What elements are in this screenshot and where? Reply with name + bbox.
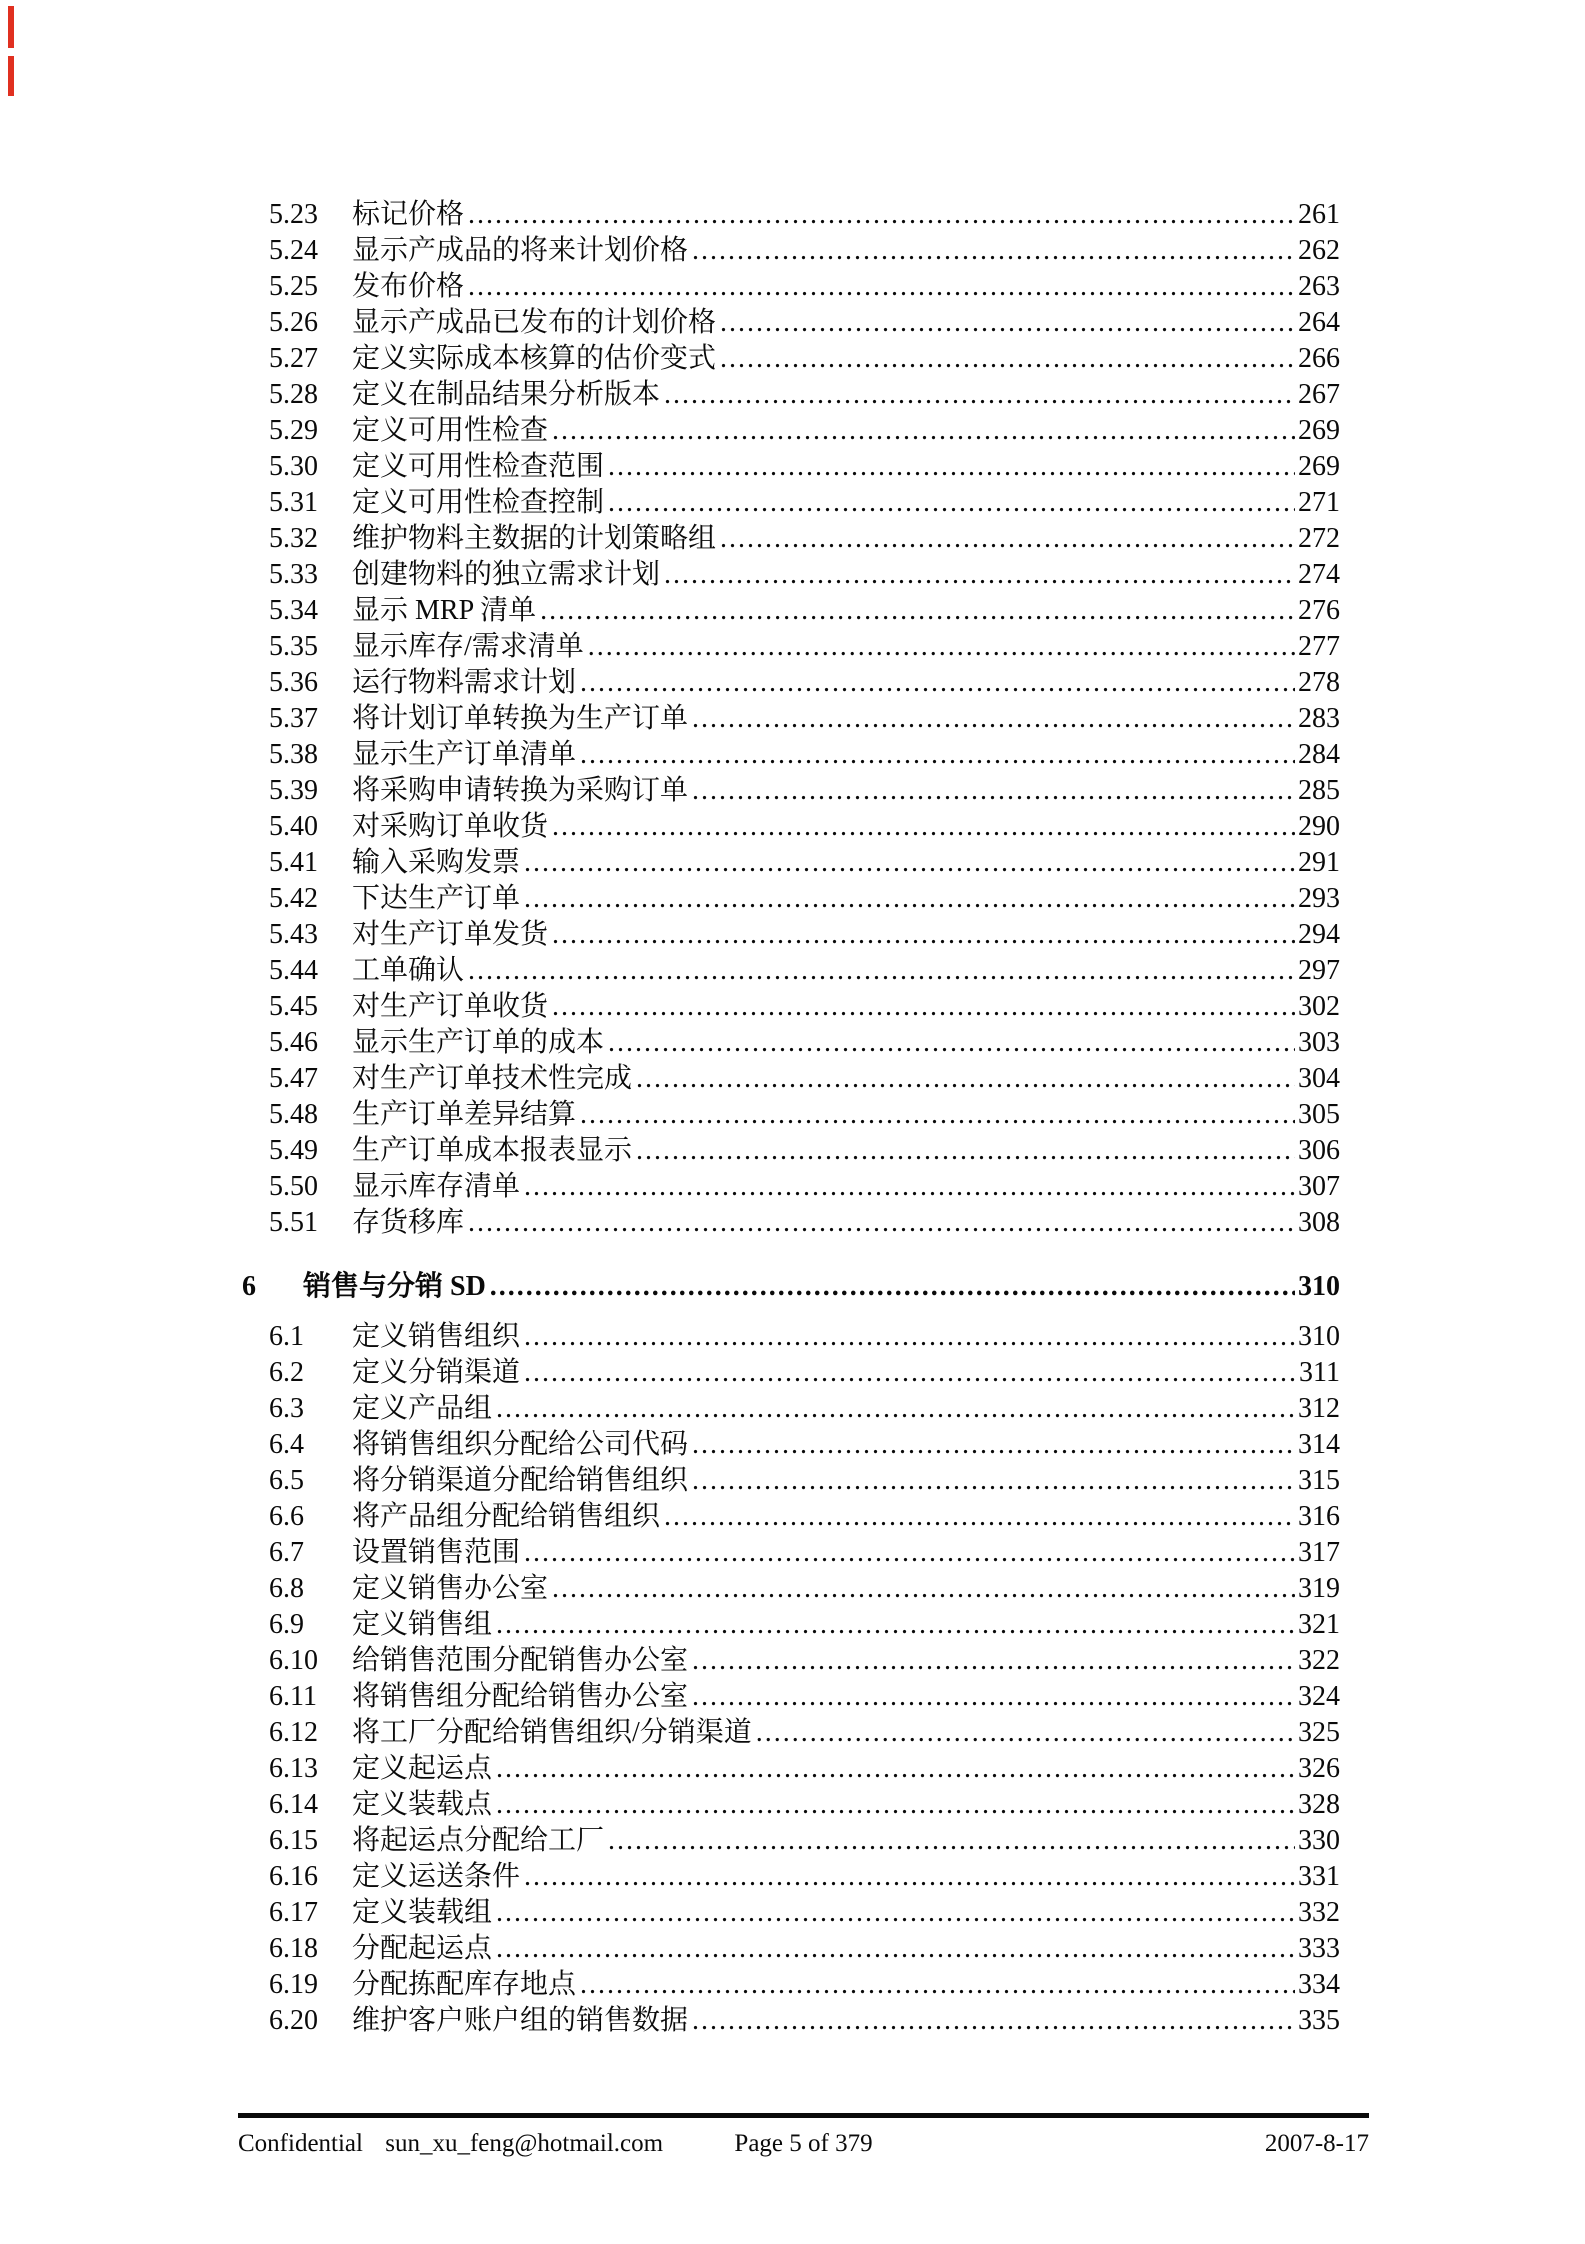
toc-entry-title: 定义可用性检查 [352, 415, 549, 446]
toc-entry-number: 6.15 [269, 1825, 318, 1856]
toc-entry-title: 定义产品组 [352, 1393, 493, 1424]
toc-entry-page: 274 [1298, 559, 1340, 590]
toc-entry-title: 定义销售办公室 [352, 1573, 549, 1604]
toc-entry-page: 307 [1298, 1171, 1340, 1202]
toc-entry[interactable] [269, 1751, 1340, 1787]
toc-entry-page: 285 [1298, 775, 1340, 806]
toc-entry-title: 将产品组分配给销售组织 [352, 1501, 661, 1532]
dot-leader [580, 1097, 1295, 1133]
toc-entry-page: 276 [1298, 595, 1340, 626]
toc-entry[interactable] [269, 665, 1340, 701]
dot-leader [692, 773, 1295, 809]
toc-entry-title: 显示产成品已发布的计划价格 [352, 307, 717, 338]
toc-entry-title: 定义装载组 [352, 1897, 493, 1928]
dot-leader [552, 989, 1295, 1025]
toc-entry-page: 266 [1298, 343, 1340, 374]
toc-entry-title: 将分销渠道分配给销售组织 [352, 1465, 689, 1496]
toc-entry-page: 319 [1298, 1573, 1340, 1604]
dot-leader [664, 377, 1295, 413]
dot-leader [496, 1391, 1295, 1427]
toc-entry[interactable] [269, 377, 1340, 413]
toc-entry-page: 304 [1298, 1063, 1340, 1094]
toc-entry-number: 6.18 [269, 1933, 318, 1964]
toc-entry-page: 331 [1298, 1861, 1340, 1892]
toc-entry-page: 263 [1298, 271, 1340, 302]
toc-entry-number: 5.43 [269, 919, 318, 950]
toc-entry-number: 5.51 [269, 1207, 318, 1238]
toc-entry-number: 6.19 [269, 1969, 318, 2000]
toc-entry[interactable] [269, 773, 1340, 809]
toc-entry-number: 5.38 [269, 739, 318, 770]
toc-entry[interactable] [269, 1967, 1340, 2003]
toc-entry-number: 5.25 [269, 271, 318, 302]
footer-email: sun_xu_feng@hotmail.com [385, 2130, 664, 2157]
toc-section-header[interactable] [242, 1269, 1340, 1305]
toc-entry-number: 5.47 [269, 1063, 318, 1094]
toc-entry-page: 264 [1298, 307, 1340, 338]
toc-entry-number: 5.41 [269, 847, 318, 878]
toc-entry-number: 5.48 [269, 1099, 318, 1130]
toc-entry[interactable] [269, 1715, 1340, 1751]
toc-entry[interactable] [269, 917, 1340, 953]
dot-leader [692, 1679, 1295, 1715]
toc-entry-number: 5.39 [269, 775, 318, 806]
toc-entry-number: 6.8 [269, 1573, 304, 1604]
toc-entry-page: 269 [1298, 415, 1340, 446]
toc-entry-title: 生产订单差异结算 [352, 1099, 577, 1130]
toc-entry-title: 运行物料需求计划 [352, 667, 577, 698]
toc-entry-title: 设置销售范围 [352, 1537, 521, 1568]
toc-entry-number: 5.46 [269, 1027, 318, 1058]
dot-leader [664, 1499, 1295, 1535]
toc-entry-page: 293 [1298, 883, 1340, 914]
dot-leader [692, 2003, 1295, 2039]
toc-entry-title: 将采购申请转换为采购订单 [352, 775, 689, 806]
toc-entry-title: 定义运送条件 [352, 1861, 521, 1892]
toc-entry-page: 284 [1298, 739, 1340, 770]
toc-entry[interactable] [269, 341, 1340, 377]
dot-leader [540, 593, 1295, 629]
dot-leader [496, 1895, 1295, 1931]
dot-leader [692, 1463, 1295, 1499]
footer-date: 2007-8-17 [1264, 2130, 1370, 2157]
toc-entry-number: 5.31 [269, 487, 318, 518]
dot-leader [524, 1319, 1295, 1355]
toc-entry-number: 5.34 [269, 595, 318, 626]
toc-entry-page: 332 [1298, 1897, 1340, 1928]
toc-entry[interactable] [269, 1643, 1340, 1679]
toc-entry-page: 321 [1298, 1609, 1340, 1640]
dot-leader [524, 845, 1295, 881]
toc-entry-number: 6.11 [269, 1681, 317, 1712]
toc-entry-page: 322 [1298, 1645, 1340, 1676]
toc-entry-page: 303 [1298, 1027, 1340, 1058]
dot-leader [608, 449, 1295, 485]
toc-entry[interactable] [269, 1499, 1340, 1535]
dot-leader [692, 1643, 1295, 1679]
toc-entry-title: 定义销售组织 [352, 1321, 521, 1352]
toc-entry[interactable] [269, 953, 1340, 989]
toc-entry-title: 对生产订单技术性完成 [352, 1063, 633, 1094]
footer-confidential-label: Confidential [238, 2130, 363, 2157]
toc-entry-title: 显示 MRP 清单 [352, 595, 537, 626]
toc-entry-title: 将计划订单转换为生产订单 [352, 703, 689, 734]
toc-entry-page: 317 [1298, 1537, 1340, 1568]
toc-entry-title: 输入采购发票 [352, 847, 521, 878]
table-of-contents [242, 197, 1340, 2039]
toc-entry-number: 5.28 [269, 379, 318, 410]
toc-entry-title: 显示库存/需求清单 [352, 631, 584, 662]
toc-entry-page: 271 [1298, 487, 1340, 518]
toc-entry-number: 5.44 [269, 955, 318, 986]
dot-leader [608, 485, 1295, 521]
dot-leader [636, 1061, 1295, 1097]
toc-entry[interactable] [269, 1859, 1340, 1895]
toc-entry-page: 290 [1298, 811, 1340, 842]
toc-entry[interactable] [269, 1571, 1340, 1607]
toc-entry[interactable] [269, 1061, 1340, 1097]
toc-entry-number: 5.35 [269, 631, 318, 662]
toc-section-number: 6 [242, 1271, 256, 1302]
toc-entry-number: 5.36 [269, 667, 318, 698]
toc-entry[interactable] [269, 1169, 1340, 1205]
dot-leader [720, 305, 1295, 341]
toc-entry[interactable] [269, 809, 1340, 845]
toc-entry-number: 5.45 [269, 991, 318, 1022]
toc-entry-number: 5.30 [269, 451, 318, 482]
dot-leader [756, 1715, 1295, 1751]
toc-entry-number: 6.13 [269, 1753, 318, 1784]
toc-entry[interactable] [269, 449, 1340, 485]
dot-leader [580, 1967, 1295, 2003]
left-edge-red-mark [8, 56, 14, 96]
toc-entry-page: 277 [1298, 631, 1340, 662]
toc-entry-page: 262 [1298, 235, 1340, 266]
dot-leader [552, 917, 1295, 953]
toc-entry-page: 324 [1298, 1681, 1340, 1712]
dot-leader [580, 737, 1295, 773]
page-footer [238, 2113, 1369, 2159]
toc-entry-number: 6.2 [269, 1357, 304, 1388]
toc-entry-number: 5.29 [269, 415, 318, 446]
toc-entry-page: 311 [1299, 1357, 1340, 1388]
toc-entry-number: 5.50 [269, 1171, 318, 1202]
toc-entry-title: 定义在制品结果分析版本 [352, 379, 661, 410]
toc-entry[interactable] [269, 1097, 1340, 1133]
toc-entry-number: 6.1 [269, 1321, 304, 1352]
toc-entry-page: 334 [1298, 1969, 1340, 2000]
dot-leader [524, 1355, 1296, 1391]
toc-entry-title: 显示库存清单 [352, 1171, 521, 1202]
toc-section-title: 销售与分销 SD [303, 1271, 486, 1302]
toc-entry-page: 312 [1298, 1393, 1340, 1424]
toc-entry-title: 对采购订单收货 [352, 811, 549, 842]
toc-entry-page: 305 [1298, 1099, 1340, 1130]
toc-entry-page: 297 [1298, 955, 1340, 986]
toc-entry-page: 330 [1298, 1825, 1340, 1856]
toc-entry-title: 显示生产订单清单 [352, 739, 577, 770]
toc-entry-title: 创建物料的独立需求计划 [352, 559, 661, 590]
toc-entry[interactable] [269, 1607, 1340, 1643]
toc-entry-page: 272 [1298, 523, 1340, 554]
toc-entry-number: 6.5 [269, 1465, 304, 1496]
toc-entry-page: 267 [1298, 379, 1340, 410]
dot-leader [580, 665, 1295, 701]
toc-entry-number: 6.10 [269, 1645, 318, 1676]
toc-entry[interactable] [269, 1463, 1340, 1499]
dot-leader [468, 953, 1295, 989]
toc-entry[interactable] [269, 1787, 1340, 1823]
dot-leader [552, 1571, 1295, 1607]
toc-entry-title: 定义起运点 [352, 1753, 493, 1784]
toc-entry[interactable] [269, 1679, 1340, 1715]
toc-entry-page: 314 [1298, 1429, 1340, 1460]
dot-leader [496, 1607, 1295, 1643]
dot-leader [496, 1931, 1295, 1967]
toc-entry[interactable] [269, 413, 1340, 449]
toc-entry-number: 6.20 [269, 2005, 318, 2036]
toc-entry-page: 291 [1298, 847, 1340, 878]
toc-entry-title: 定义销售组 [352, 1609, 493, 1640]
toc-entry-title: 维护客户账户组的销售数据 [352, 2005, 689, 2036]
dot-leader [608, 1025, 1295, 1061]
dot-leader [692, 701, 1295, 737]
toc-entry-title: 给销售范围分配销售办公室 [352, 1645, 689, 1676]
toc-entry-title: 显示产成品的将来计划价格 [352, 235, 689, 266]
toc-entry-title: 对生产订单收货 [352, 991, 549, 1022]
dot-leader [636, 1133, 1295, 1169]
toc-entry-title: 工单确认 [352, 955, 465, 986]
toc-entry-page: 326 [1298, 1753, 1340, 1784]
toc-entry[interactable] [269, 1319, 1340, 1355]
toc-entry[interactable] [269, 557, 1340, 593]
dot-leader [524, 1535, 1295, 1571]
toc-entry[interactable] [269, 1025, 1340, 1061]
toc-entry-number: 5.42 [269, 883, 318, 914]
toc-entry-page: 308 [1298, 1207, 1340, 1238]
toc-entry[interactable] [269, 1133, 1340, 1169]
toc-entry-number: 6.6 [269, 1501, 304, 1532]
toc-entry[interactable] [269, 521, 1340, 557]
toc-entry-page: 335 [1298, 2005, 1340, 2036]
dot-leader [496, 1751, 1295, 1787]
toc-section-page: 310 [1298, 1271, 1340, 1302]
toc-entry-number: 6.12 [269, 1717, 318, 1748]
toc-entry-number: 6.3 [269, 1393, 304, 1424]
toc-entry-number: 5.32 [269, 523, 318, 554]
toc-entry-number: 5.40 [269, 811, 318, 842]
toc-entry-page: 283 [1298, 703, 1340, 734]
dot-leader [496, 1787, 1295, 1823]
toc-entry-page: 310 [1298, 1321, 1340, 1352]
toc-entry[interactable] [269, 845, 1340, 881]
toc-entry[interactable] [269, 2003, 1340, 2039]
toc-entry-page: 261 [1298, 199, 1340, 230]
toc-entry-title: 将销售组分配给销售办公室 [352, 1681, 689, 1712]
toc-entry-title: 分配拣配库存地点 [352, 1969, 577, 2000]
toc-entry[interactable] [269, 1823, 1340, 1859]
toc-entry-title: 显示生产订单的成本 [352, 1027, 605, 1058]
toc-entry-page: 333 [1298, 1933, 1340, 1964]
toc-entry[interactable] [269, 233, 1340, 269]
toc-entry-page: 278 [1298, 667, 1340, 698]
toc-entry-number: 6.9 [269, 1609, 304, 1640]
toc-entry-number: 5.23 [269, 199, 318, 230]
toc-entry[interactable] [269, 1895, 1340, 1931]
toc-entry-number: 5.27 [269, 343, 318, 374]
toc-entry[interactable] [269, 269, 1340, 305]
toc-entry-page: 328 [1298, 1789, 1340, 1820]
toc-entry-number: 6.16 [269, 1861, 318, 1892]
dot-leader [552, 413, 1295, 449]
toc-entry-title: 定义实际成本核算的估价变式 [352, 343, 717, 374]
dot-leader [468, 269, 1295, 305]
toc-entry[interactable] [269, 701, 1340, 737]
dot-leader [490, 1269, 1295, 1305]
dot-leader [692, 1427, 1295, 1463]
toc-entry-title: 存货移库 [352, 1207, 465, 1238]
toc-entry[interactable] [269, 485, 1340, 521]
toc-entry-page: 316 [1298, 1501, 1340, 1532]
dot-leader [468, 1205, 1295, 1241]
dot-leader [552, 809, 1295, 845]
dot-leader [524, 881, 1295, 917]
toc-entry-page: 306 [1298, 1135, 1340, 1166]
toc-entry-title: 定义可用性检查范围 [352, 451, 605, 482]
dot-leader [720, 521, 1295, 557]
toc-entry-title: 定义分销渠道 [352, 1357, 521, 1388]
toc-entry-title: 定义可用性检查控制 [352, 487, 605, 518]
toc-entry-title: 分配起运点 [352, 1933, 493, 1964]
toc-entry-title: 下达生产订单 [352, 883, 521, 914]
toc-entry[interactable] [269, 1535, 1340, 1571]
left-edge-red-mark [8, 6, 14, 48]
toc-entry[interactable] [269, 1205, 1340, 1241]
toc-entry[interactable] [269, 737, 1340, 773]
toc-entry-number: 5.49 [269, 1135, 318, 1166]
dot-leader [524, 1859, 1295, 1895]
toc-entry-page: 302 [1298, 991, 1340, 1022]
footer-page-indicator: Page 5 of 379 [734, 2130, 873, 2157]
toc-entry-number: 5.24 [269, 235, 318, 266]
toc-entry[interactable] [269, 1427, 1340, 1463]
toc-entry[interactable] [269, 305, 1340, 341]
toc-entry[interactable] [269, 989, 1340, 1025]
toc-entry-title: 将起运点分配给工厂 [352, 1825, 605, 1856]
toc-entry-page: 269 [1298, 451, 1340, 482]
toc-entry-page: 315 [1298, 1465, 1340, 1496]
toc-entry[interactable] [269, 1355, 1340, 1391]
toc-entry-number: 5.37 [269, 703, 318, 734]
toc-entry[interactable] [269, 881, 1340, 917]
toc-entry-number: 6.7 [269, 1537, 304, 1568]
toc-entry-title: 标记价格 [352, 199, 465, 230]
dot-leader [588, 629, 1295, 665]
footer-left [238, 2129, 734, 2159]
toc-entry-number: 5.33 [269, 559, 318, 590]
toc-entry-title: 将销售组织分配给公司代码 [352, 1429, 689, 1460]
dot-leader [664, 557, 1295, 593]
toc-entry[interactable] [269, 1931, 1340, 1967]
dot-leader [524, 1169, 1295, 1205]
toc-entry-title: 发布价格 [352, 271, 465, 302]
toc-entry-number: 6.17 [269, 1897, 318, 1928]
toc-entry[interactable] [269, 629, 1340, 665]
dot-leader [608, 1823, 1295, 1859]
toc-entry-title: 定义装载点 [352, 1789, 493, 1820]
toc-entry-number: 6.14 [269, 1789, 318, 1820]
toc-entry-title: 将工厂分配给销售组织/分销渠道 [352, 1717, 752, 1748]
dot-leader [468, 197, 1295, 233]
toc-entry[interactable] [269, 1391, 1340, 1427]
toc-entry-title: 维护物料主数据的计划策略组 [352, 523, 717, 554]
toc-entry[interactable] [269, 593, 1340, 629]
toc-entry-title: 对生产订单发货 [352, 919, 549, 950]
toc-entry-number: 5.26 [269, 307, 318, 338]
dot-leader [720, 341, 1295, 377]
toc-entry-page: 325 [1298, 1717, 1340, 1748]
toc-entry-page: 294 [1298, 919, 1340, 950]
dot-leader [692, 233, 1295, 269]
toc-entry-number: 6.4 [269, 1429, 304, 1460]
toc-entry-title: 生产订单成本报表显示 [352, 1135, 633, 1166]
toc-entry[interactable] [269, 197, 1340, 233]
